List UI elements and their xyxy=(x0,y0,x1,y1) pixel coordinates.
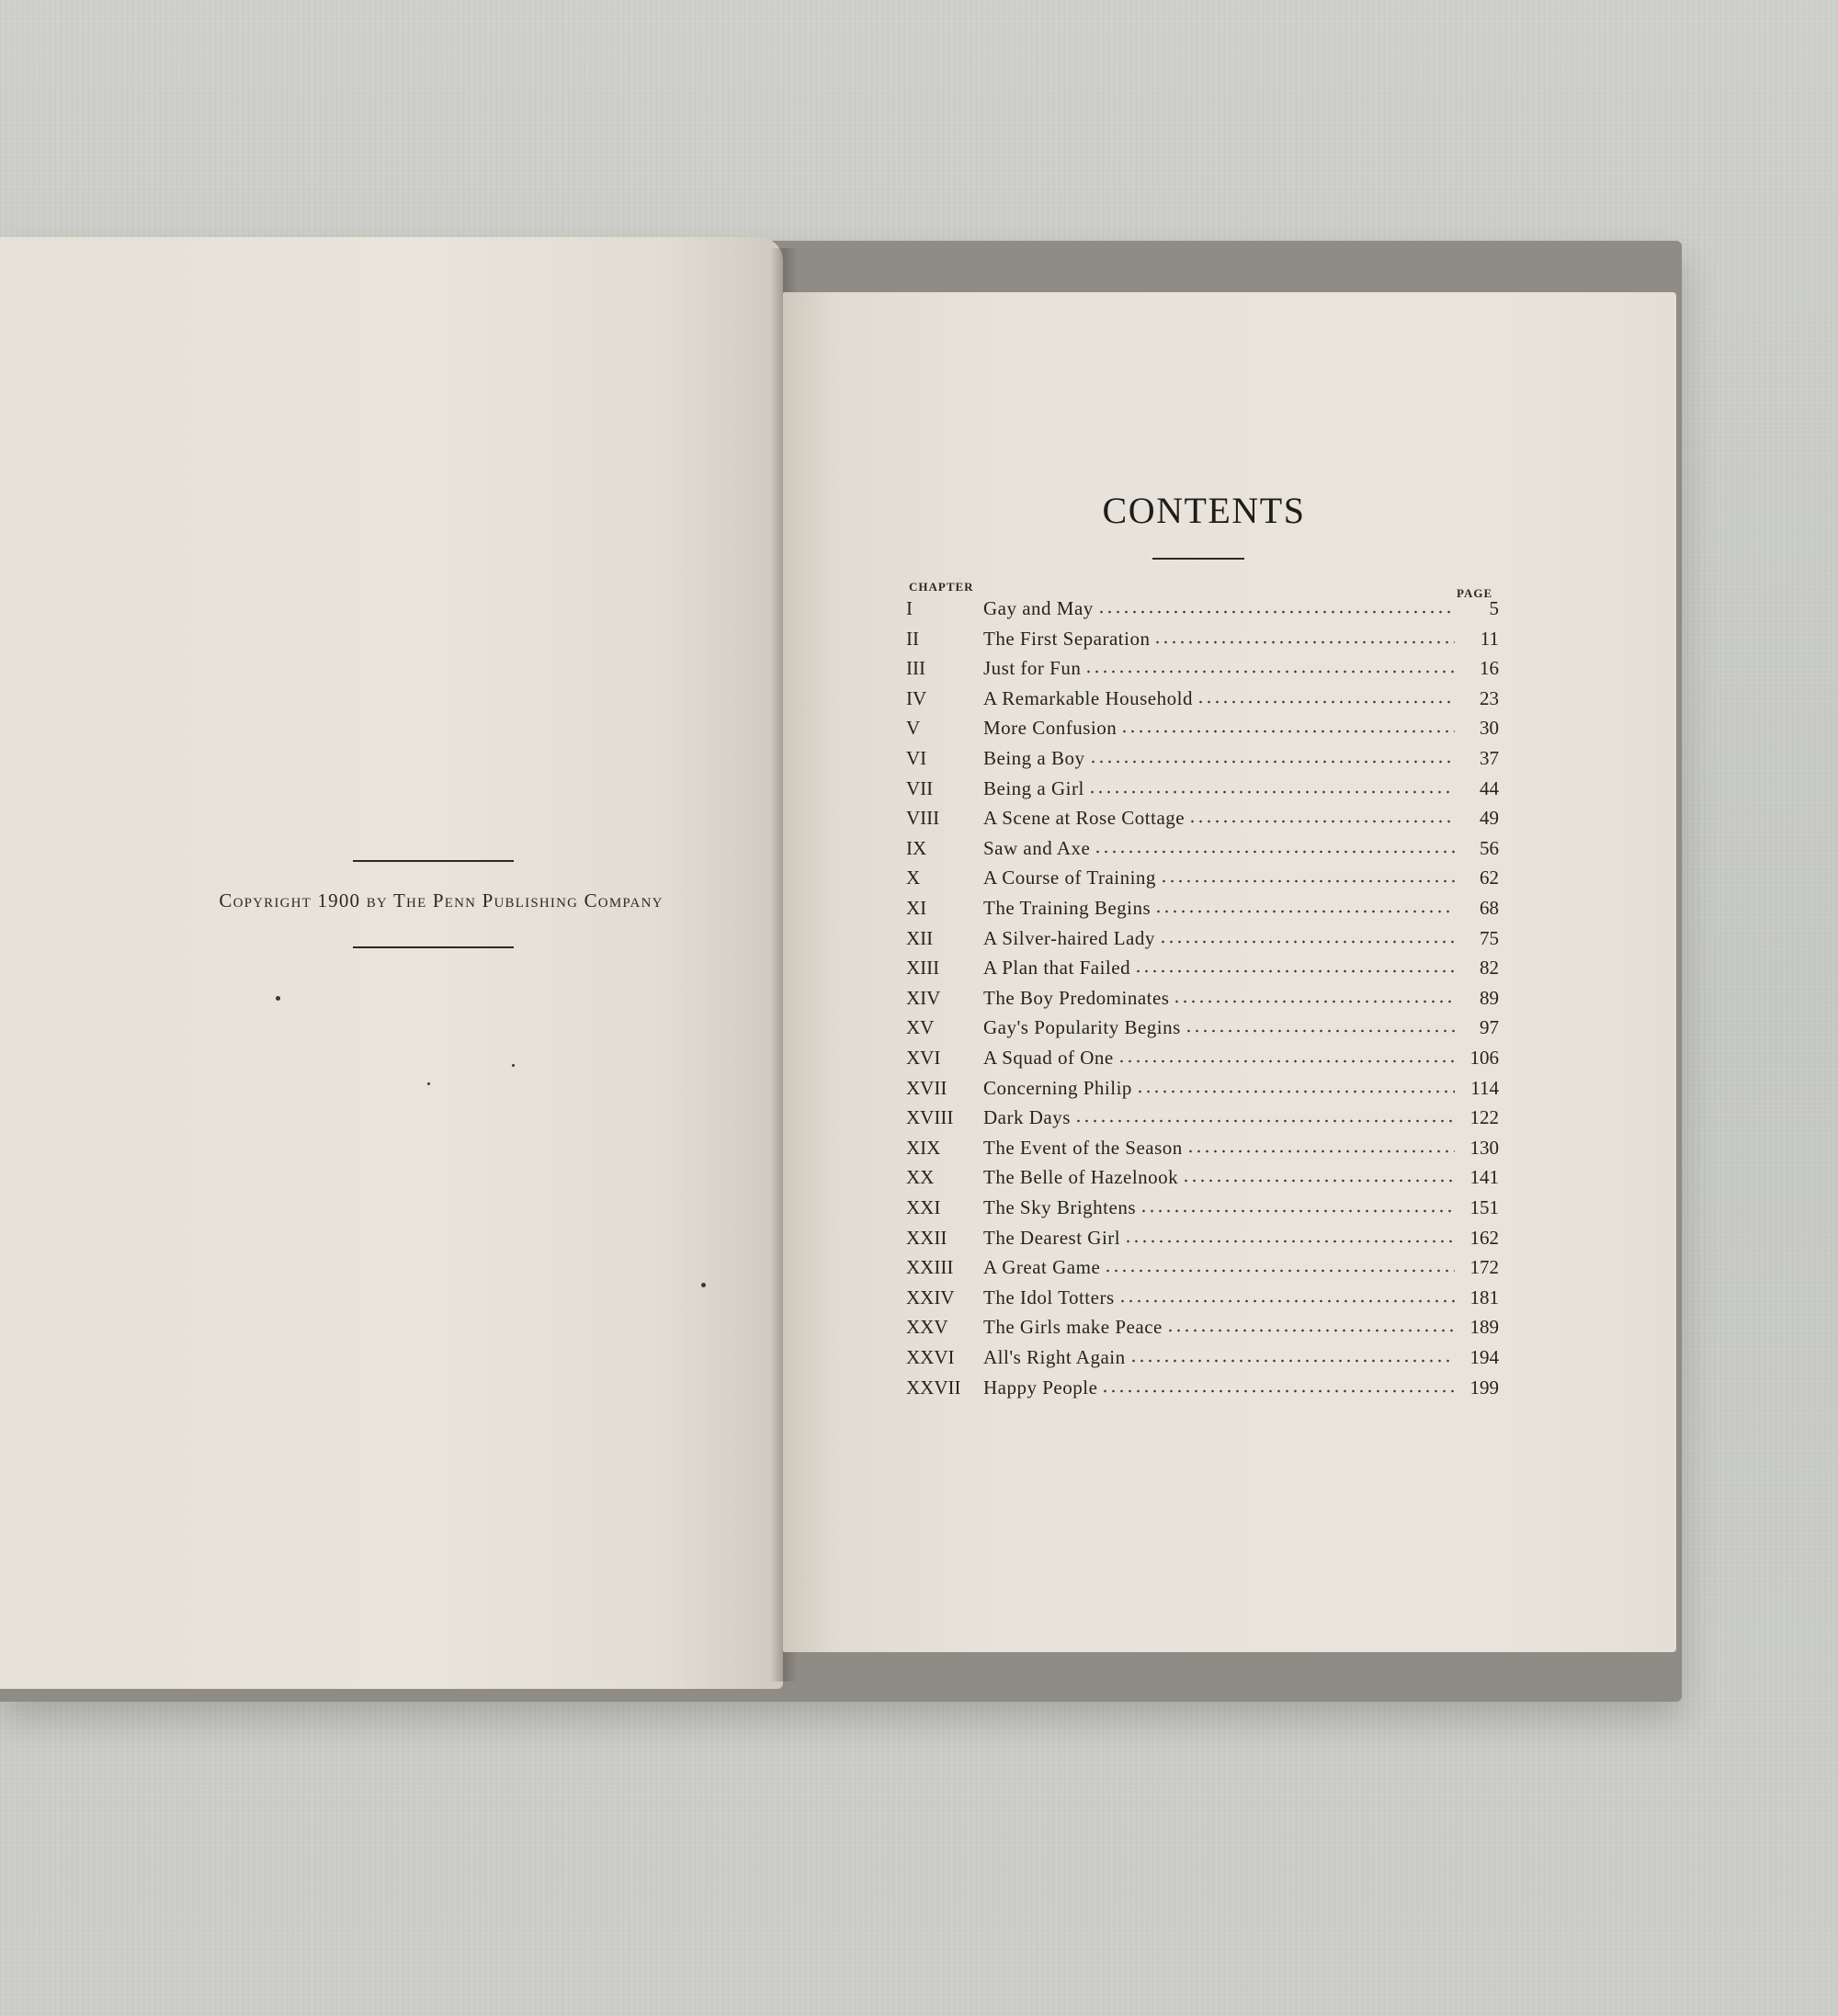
chapter-title-line xyxy=(983,957,1455,980)
dot-leader xyxy=(1104,1268,1455,1274)
chapter-page-number: 49 xyxy=(1480,807,1499,830)
toc-entry xyxy=(906,1016,1499,1044)
chapter-title-line xyxy=(983,1106,1455,1129)
toc-entry xyxy=(906,866,1499,894)
chapter-title: The Dearest Girl xyxy=(983,1226,1121,1249)
page-column-label: PAGE xyxy=(1457,586,1493,600)
chapter-number: XXII xyxy=(906,1226,947,1249)
chapter-page-number: 189 xyxy=(1469,1316,1499,1339)
chapter-title: The Training Begins xyxy=(983,897,1152,919)
dot-leader xyxy=(1118,1298,1455,1304)
page-speck xyxy=(701,1283,706,1287)
dot-leader xyxy=(1166,1328,1455,1333)
chapter-title: Saw and Axe xyxy=(983,836,1091,859)
chapter-title: Happy People xyxy=(983,1376,1098,1399)
chapter-number: XXVII xyxy=(906,1376,961,1399)
chapter-page-number: 181 xyxy=(1469,1285,1499,1308)
dot-leader xyxy=(1120,729,1455,734)
chapter-page-number: 194 xyxy=(1469,1346,1499,1368)
dot-leader xyxy=(1160,878,1455,884)
toc-entry xyxy=(906,1077,1499,1104)
chapter-column-label: CHAPTER xyxy=(909,580,974,594)
toc-entry xyxy=(906,807,1499,834)
chapter-title: The Event of the Season xyxy=(983,1136,1183,1159)
chapter-title-line xyxy=(983,807,1455,830)
chapter-title-line xyxy=(983,1286,1455,1309)
chapter-title-line xyxy=(983,1047,1455,1070)
contents-heading: CONTENTS xyxy=(1102,490,1306,531)
chapter-title: The Sky Brightens xyxy=(983,1196,1136,1218)
chapter-title: Gay and May xyxy=(983,597,1094,619)
chapter-number: XII xyxy=(906,926,934,949)
dot-leader xyxy=(1197,699,1455,705)
chapter-title-line xyxy=(983,866,1455,889)
chapter-number: XXI xyxy=(906,1196,941,1218)
chapter-page-number: 5 xyxy=(1489,597,1499,619)
chapter-title: A Plan that Failed xyxy=(983,957,1131,980)
chapter-title: Just for Fun xyxy=(983,657,1082,680)
chapter-number: XXVI xyxy=(906,1346,955,1368)
chapter-title: The Idol Totters xyxy=(983,1285,1115,1308)
chapter-title-line xyxy=(983,1346,1455,1369)
chapter-title-line xyxy=(983,897,1455,920)
page-speck xyxy=(427,1082,430,1085)
toc-entry xyxy=(906,837,1499,865)
chapter-number: V xyxy=(906,717,921,740)
chapter-title: The First Separation xyxy=(983,627,1151,650)
dot-leader xyxy=(1118,1059,1455,1064)
chapter-number: III xyxy=(906,657,925,680)
dot-leader xyxy=(1101,1388,1455,1394)
toc-entry xyxy=(906,687,1499,715)
chapter-title-line xyxy=(983,777,1455,800)
chapter-page-number: 162 xyxy=(1469,1226,1499,1249)
chapter-title: The Girls make Peace xyxy=(983,1316,1163,1339)
contents-rule xyxy=(1152,558,1244,560)
page-speck xyxy=(512,1064,515,1067)
chapter-title: Being a Boy xyxy=(983,747,1085,769)
chapter-title-line xyxy=(983,1316,1455,1339)
toc-entry xyxy=(906,1286,1499,1314)
toc-entry xyxy=(906,927,1499,955)
dot-leader xyxy=(1186,1149,1455,1154)
toc-entry xyxy=(906,717,1499,744)
chapter-page-number: 130 xyxy=(1469,1136,1499,1159)
chapter-number: XIX xyxy=(906,1136,941,1159)
dot-leader xyxy=(1089,759,1456,764)
chapter-number: VII xyxy=(906,776,934,799)
chapter-title: A Silver-haired Lady xyxy=(983,926,1155,949)
chapter-title-line xyxy=(983,1077,1455,1100)
chapter-title: A Course of Training xyxy=(983,866,1156,889)
chapter-title-line xyxy=(983,628,1455,651)
toc-entry xyxy=(906,987,1499,1014)
chapter-title-line xyxy=(983,687,1455,710)
chapter-number: VIII xyxy=(906,807,940,830)
toc-entry xyxy=(906,628,1499,655)
chapter-number: XIV xyxy=(906,986,941,1009)
dot-leader xyxy=(1188,819,1455,824)
chapter-number: XVI xyxy=(906,1047,941,1069)
chapter-number: II xyxy=(906,627,919,650)
chapter-page-number: 199 xyxy=(1469,1376,1499,1399)
dot-leader xyxy=(1154,909,1455,914)
chapter-title: A Scene at Rose Cottage xyxy=(983,807,1186,830)
chapter-title: Gay's Popularity Begins xyxy=(983,1016,1181,1039)
chapter-number: IX xyxy=(906,836,927,859)
chapter-title-line xyxy=(983,1376,1455,1399)
dot-leader xyxy=(1084,669,1455,674)
chapter-page-number: 62 xyxy=(1480,866,1499,889)
chapter-page-number: 16 xyxy=(1480,657,1499,680)
chapter-number: XVII xyxy=(906,1076,947,1099)
chapter-title-line xyxy=(983,927,1455,950)
chapter-title: Being a Girl xyxy=(983,776,1084,799)
chapter-title-line xyxy=(983,1166,1455,1189)
dot-leader xyxy=(1097,609,1455,615)
toc-entry xyxy=(906,1196,1499,1224)
toc-entry xyxy=(906,597,1499,625)
dot-leader xyxy=(1153,640,1455,645)
dot-leader xyxy=(1094,849,1455,855)
chapter-title: The Boy Predominates xyxy=(983,986,1170,1009)
left-page xyxy=(0,237,783,1689)
page-speck xyxy=(276,996,280,1001)
dot-leader xyxy=(1140,1208,1455,1214)
copyright-notice: Copyright 1900 by The Penn Publishing Company xyxy=(219,889,664,912)
chapter-title: A Great Game xyxy=(983,1256,1101,1279)
toc-entry xyxy=(906,1316,1499,1343)
chapter-number: XIII xyxy=(906,957,940,980)
toc-entry xyxy=(906,957,1499,984)
chapter-page-number: 106 xyxy=(1469,1047,1499,1069)
chapter-number: XXIII xyxy=(906,1256,954,1279)
chapter-page-number: 114 xyxy=(1470,1076,1499,1099)
chapter-title: Concerning Philip xyxy=(983,1076,1132,1099)
dot-leader xyxy=(1134,968,1455,974)
chapter-number: XI xyxy=(906,897,927,919)
dot-leader xyxy=(1129,1358,1455,1364)
chapter-page-number: 11 xyxy=(1480,627,1499,650)
chapter-title: A Squad of One xyxy=(983,1047,1114,1069)
chapter-number: IV xyxy=(906,686,927,709)
toc-entry xyxy=(906,657,1499,685)
chapter-page-number: 23 xyxy=(1480,686,1499,709)
toc-entry xyxy=(906,1376,1499,1404)
chapter-number: X xyxy=(906,866,921,889)
dot-leader xyxy=(1074,1118,1455,1124)
chapter-number: VI xyxy=(906,747,927,769)
chapter-title-line xyxy=(983,597,1455,620)
toc-entry xyxy=(906,1106,1499,1134)
dot-leader xyxy=(1173,999,1455,1004)
chapter-page-number: 97 xyxy=(1480,1016,1499,1039)
chapter-title-line xyxy=(983,1196,1455,1219)
chapter-page-number: 75 xyxy=(1480,926,1499,949)
chapter-title: The Belle of Hazelnook xyxy=(983,1166,1179,1189)
toc-entry xyxy=(906,1346,1499,1374)
copyright-top-rule xyxy=(353,860,514,862)
chapter-title-line xyxy=(983,1137,1455,1160)
chapter-title-line xyxy=(983,1256,1455,1279)
chapter-title-line xyxy=(983,1016,1455,1039)
chapter-page-number: 151 xyxy=(1469,1196,1499,1218)
chapter-title: A Remarkable Household xyxy=(983,686,1193,709)
chapter-page-number: 89 xyxy=(1480,986,1499,1009)
dot-leader xyxy=(1185,1028,1455,1034)
toc-entry xyxy=(906,1256,1499,1284)
chapter-title-line xyxy=(983,657,1455,680)
chapter-title-line xyxy=(983,1227,1455,1250)
chapter-title: More Confusion xyxy=(983,717,1118,740)
dot-leader xyxy=(1136,1089,1455,1094)
chapter-page-number: 122 xyxy=(1469,1106,1499,1129)
chapter-title-line xyxy=(983,717,1455,740)
chapter-page-number: 30 xyxy=(1480,717,1499,740)
chapter-page-number: 172 xyxy=(1469,1256,1499,1279)
chapter-number: XVIII xyxy=(906,1106,954,1129)
dot-leader xyxy=(1159,939,1455,945)
chapter-page-number: 141 xyxy=(1469,1166,1499,1189)
chapter-page-number: 68 xyxy=(1480,897,1499,919)
toc-entry xyxy=(906,1227,1499,1254)
toc-entry xyxy=(906,747,1499,775)
chapter-title: Dark Days xyxy=(983,1106,1071,1129)
dot-leader xyxy=(1088,789,1455,795)
chapter-page-number: 44 xyxy=(1480,776,1499,799)
chapter-page-number: 37 xyxy=(1480,747,1499,769)
chapter-page-number: 56 xyxy=(1480,836,1499,859)
toc-entry xyxy=(906,1047,1499,1074)
chapter-title: All's Right Again xyxy=(983,1346,1126,1368)
dot-leader xyxy=(1182,1178,1455,1184)
chapter-title-line xyxy=(983,837,1455,860)
toc-entry xyxy=(906,1137,1499,1164)
chapter-title-line xyxy=(983,987,1455,1010)
toc-entry xyxy=(906,1166,1499,1194)
toc-entry xyxy=(906,777,1499,805)
toc-entry xyxy=(906,897,1499,924)
chapter-page-number: 82 xyxy=(1480,957,1499,980)
chapter-number: XV xyxy=(906,1016,935,1039)
chapter-title-line xyxy=(983,747,1455,770)
chapter-number: I xyxy=(906,597,913,619)
chapter-number: XXV xyxy=(906,1316,948,1339)
copyright-bottom-rule xyxy=(353,946,514,948)
dot-leader xyxy=(1124,1239,1455,1244)
chapter-number: XX xyxy=(906,1166,935,1189)
chapter-number: XXIV xyxy=(906,1285,955,1308)
